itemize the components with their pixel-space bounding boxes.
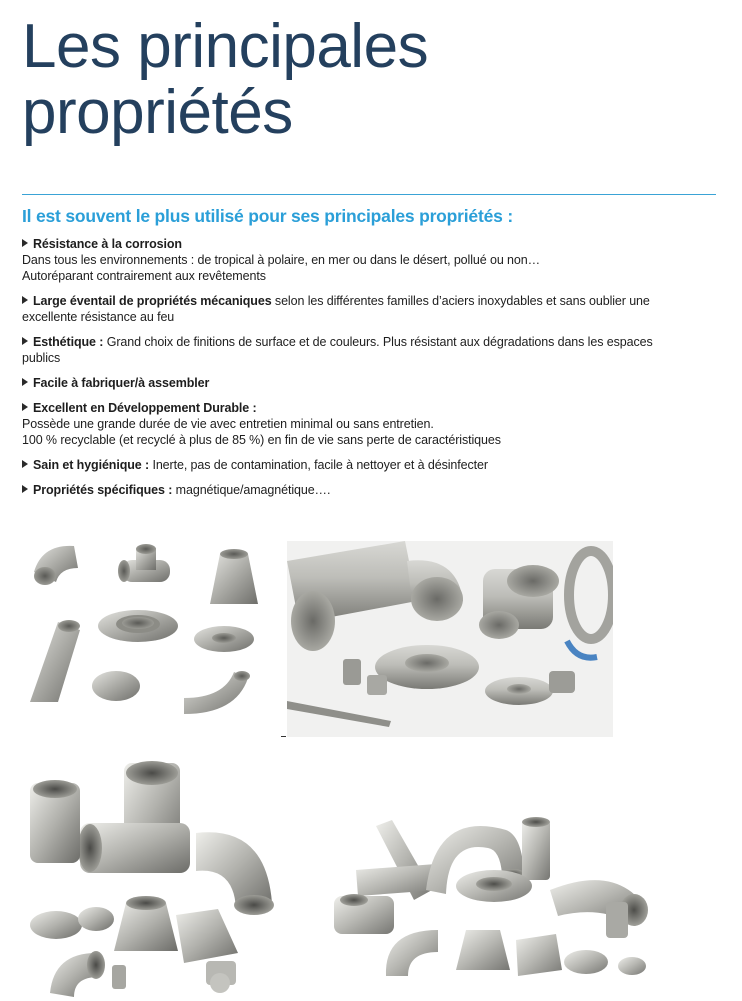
page-title xyxy=(22,14,428,146)
bullet-arrow-icon xyxy=(22,239,28,247)
property-label: Résistance à la corrosion xyxy=(33,237,182,251)
bullet-arrow-icon xyxy=(22,485,28,493)
property-label: Excellent en Développement Durable : xyxy=(33,401,257,415)
bullet-arrow-icon xyxy=(22,460,28,468)
bullet-arrow-icon xyxy=(22,378,28,386)
property-text: selon les différentes familles d’aciers inoxydables et sans oublier une excellente résistance au feu xyxy=(22,294,650,324)
property-label: Esthétique : xyxy=(33,335,104,349)
property-item xyxy=(22,334,662,366)
property-line: Autoréparant contrairement aux revêtements xyxy=(22,269,266,283)
bullet-arrow-icon xyxy=(22,296,28,304)
fittings-photo-3 xyxy=(0,753,286,998)
fittings-photo-1 xyxy=(20,532,272,732)
title-line-2: propriétés xyxy=(22,78,293,147)
property-label: Large éventail de propriétés mécaniques xyxy=(33,294,272,308)
property-text: magnétique/amagnétique…. xyxy=(172,483,331,497)
property-line: Dans tous les environnements : de tropical à polaire, en mer ou dans le désert, pollué ou non… xyxy=(22,253,540,267)
property-item xyxy=(22,400,662,448)
fittings-photo-4 xyxy=(316,790,670,984)
bullet-arrow-icon xyxy=(22,403,28,411)
separator-mark xyxy=(281,736,286,737)
property-item xyxy=(22,375,662,391)
property-text: Inerte, pas de contamination, facile à nettoyer et à désinfecter xyxy=(149,458,488,472)
section-subtitle: Il est souvent le plus utilisé pour ses principales propriétés : xyxy=(22,206,513,226)
property-item xyxy=(22,236,662,284)
properties-list xyxy=(22,236,662,507)
property-item xyxy=(22,482,662,498)
property-item xyxy=(22,457,662,473)
title-line-1: Les principales xyxy=(22,12,429,81)
property-line: Possède une grande durée de vie avec entretien minimal ou sans entretien. xyxy=(22,417,434,431)
section-divider xyxy=(22,194,716,195)
property-item xyxy=(22,293,662,325)
property-text: Grand choix de finitions de surface et de couleurs. Plus résistant aux dégradations dans les espaces publics xyxy=(22,335,653,365)
property-label: Sain et hygiénique : xyxy=(33,458,150,472)
property-label: Propriétés spécifiques : xyxy=(33,483,173,497)
property-line: 100 % recyclable (et recyclé à plus de 85 %) en fin de vie sans perte de caractéristiques xyxy=(22,433,501,447)
fittings-photo-2 xyxy=(287,541,613,737)
property-label: Facile à fabriquer/à assembler xyxy=(33,376,210,390)
bullet-arrow-icon xyxy=(22,337,28,345)
